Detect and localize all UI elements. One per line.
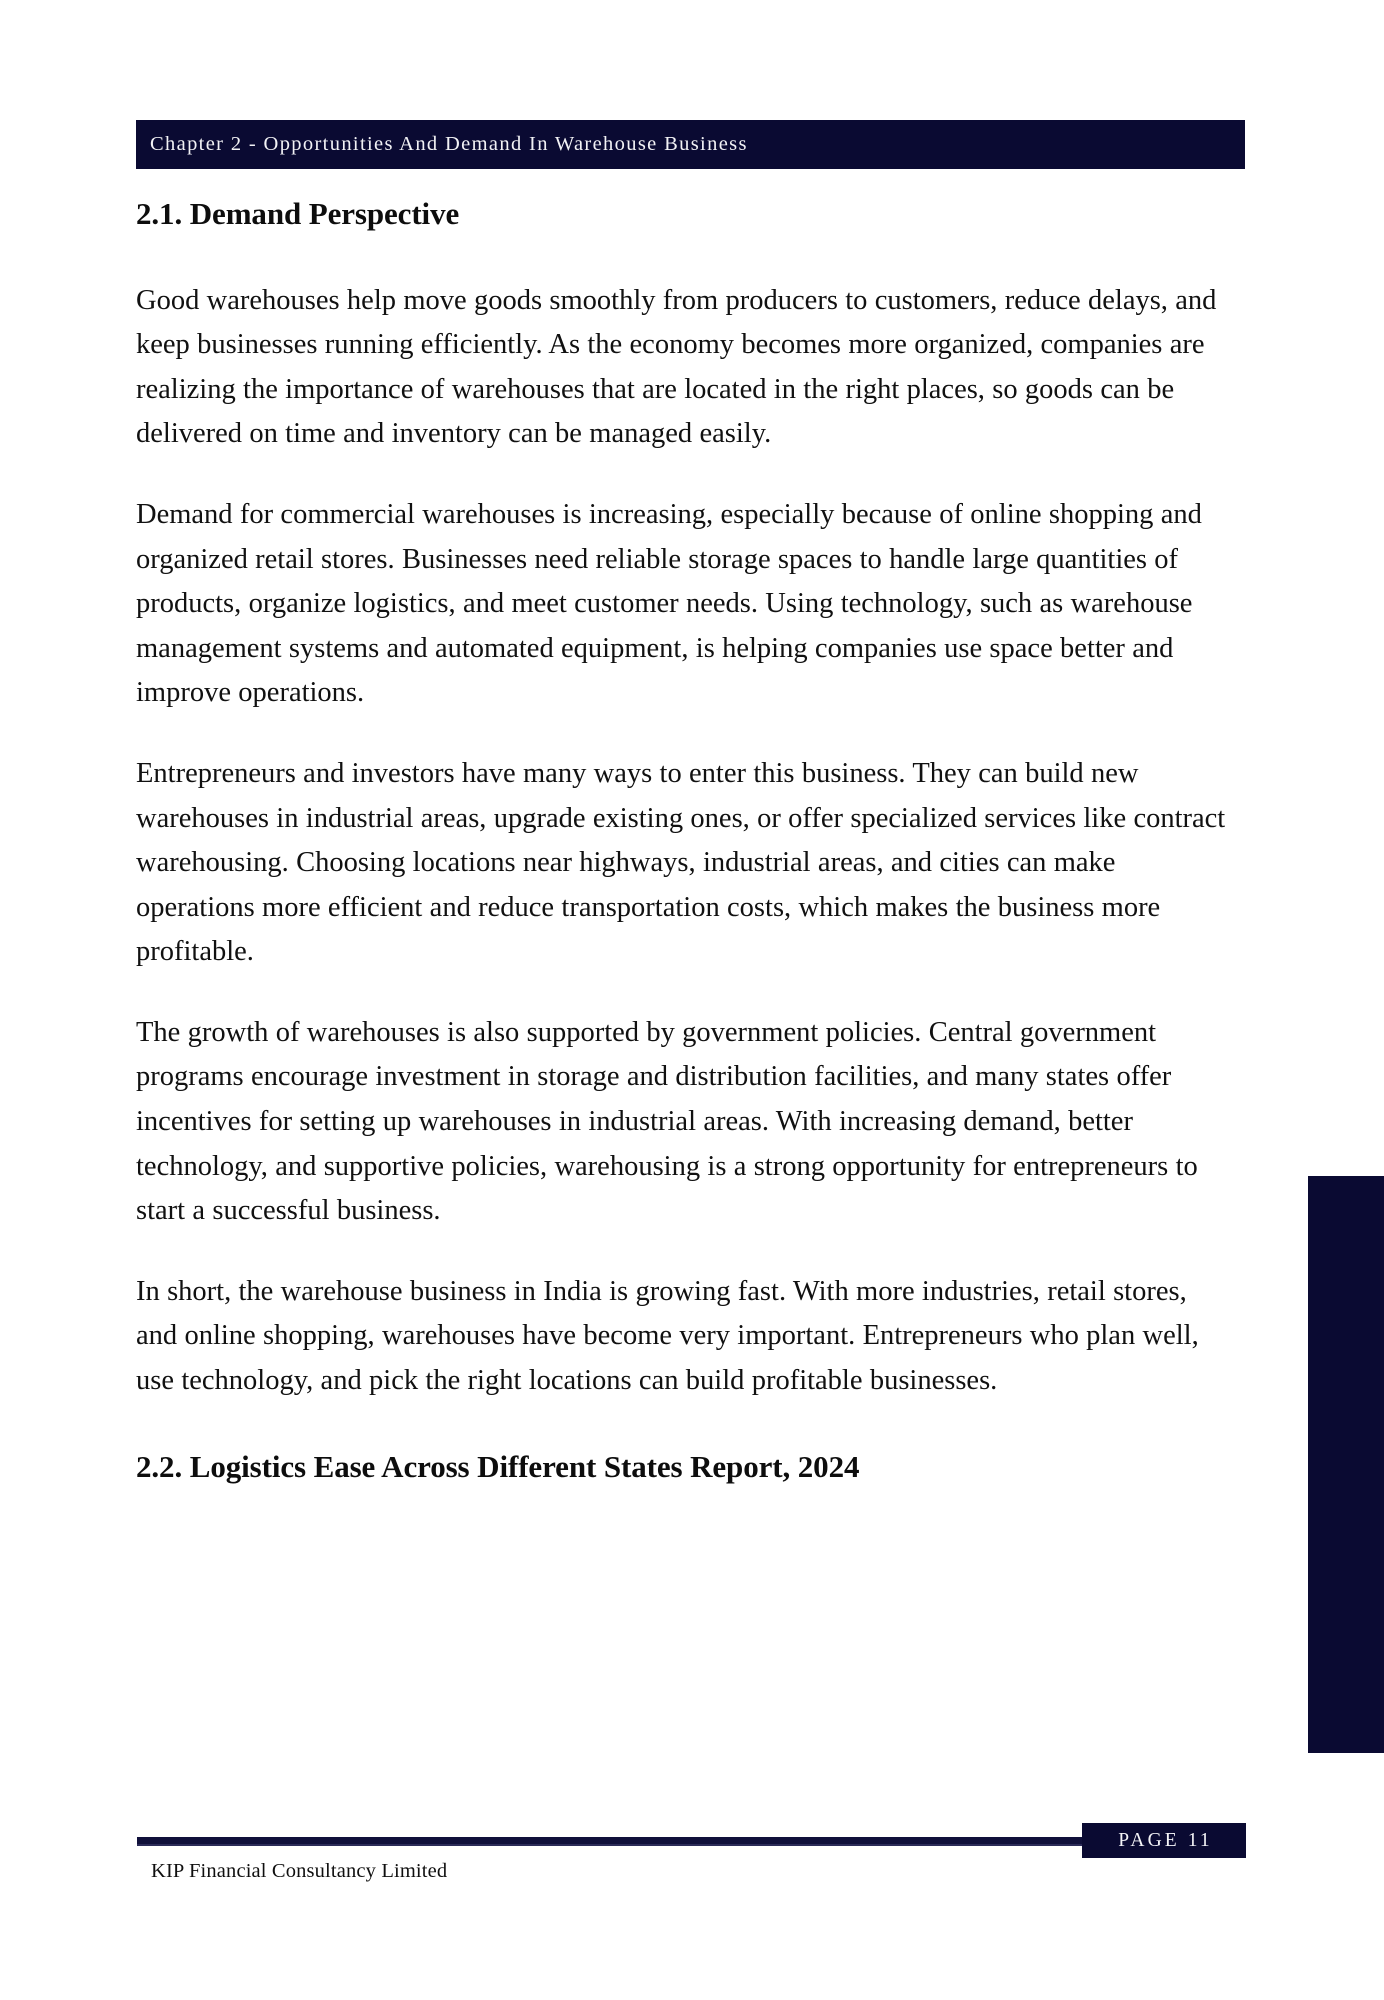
paragraph-government-policies: The growth of warehouses is also supported by government policies. Central government programs encourage investment in storage and distribution facilities, and many states offer incentives for setting up warehouses in industrial areas. With increasing demand, better technology, and supportive policies, warehousing is a strong opportunity for entrepreneurs to start a successful business.: [136, 1016, 1198, 1227]
footer-divider-rule: [137, 1837, 1244, 1844]
footer-company-name: KIP Financial Consultancy Limited: [151, 1860, 448, 1882]
page-number-label: PAGE 11: [1118, 1829, 1213, 1851]
spacer: [136, 1234, 1236, 1270]
chapter-header-title: Chapter 2 - Opportunities And Demand In Warehouse Business: [150, 133, 748, 156]
document-body: [136, 196, 1236, 1485]
spacer: [136, 975, 1236, 1011]
page-number-badge: [1082, 1823, 1246, 1858]
spacer: [136, 716, 1236, 752]
spacer: [136, 233, 1236, 279]
section-heading-2-1: 2.1. Demand Perspective: [136, 196, 460, 231]
section-heading-2-2: 2.2. Logistics Ease Across Different States Report, 2024: [136, 1448, 860, 1484]
paragraph-entrepreneurs: Entrepreneurs and investors have many ways to enter this business. They can build new warehouses in industrial areas, upgrade existing ones, or offer specialized services like contract warehousing. Choosing locations near highways, industrial areas, and cities can make operations more efficient and reduce transportation costs, which makes the business more profitable.: [136, 757, 1226, 968]
paragraph-commercial-demand: Demand for commercial warehouses is increasing, especially because of online shopping and organized retail stores. Businesses need reliable storage spaces to handle large quantities of products, organize logistics, and meet customer needs. Using technology, such as warehouse management systems and automated equipment, is helping companies use space better and improve operations.: [136, 498, 1202, 709]
paragraph-summary: In short, the warehouse business in India is growing fast. With more industries, retail stores, and online shopping, warehouses have become very important. Entrepreneurs who plan well, use technology, and pick the right locations can build profitable businesses.: [136, 1275, 1199, 1397]
footer-divider-rule-accent: [137, 1844, 1244, 1846]
paragraph-demand-intro: Good warehouses help move goods smoothly from producers to customers, reduce delays, and keep businesses running efficiently. As the economy becomes more organized, companies are realizing the importance of warehouses that are located in the right places, so goods can be delivered on time and inventory can be managed easily.: [136, 284, 1217, 450]
chapter-header-band: [136, 120, 1245, 169]
spacer: [136, 1404, 1236, 1449]
decorative-side-tab: [1308, 1176, 1384, 1753]
spacer: [136, 457, 1236, 493]
